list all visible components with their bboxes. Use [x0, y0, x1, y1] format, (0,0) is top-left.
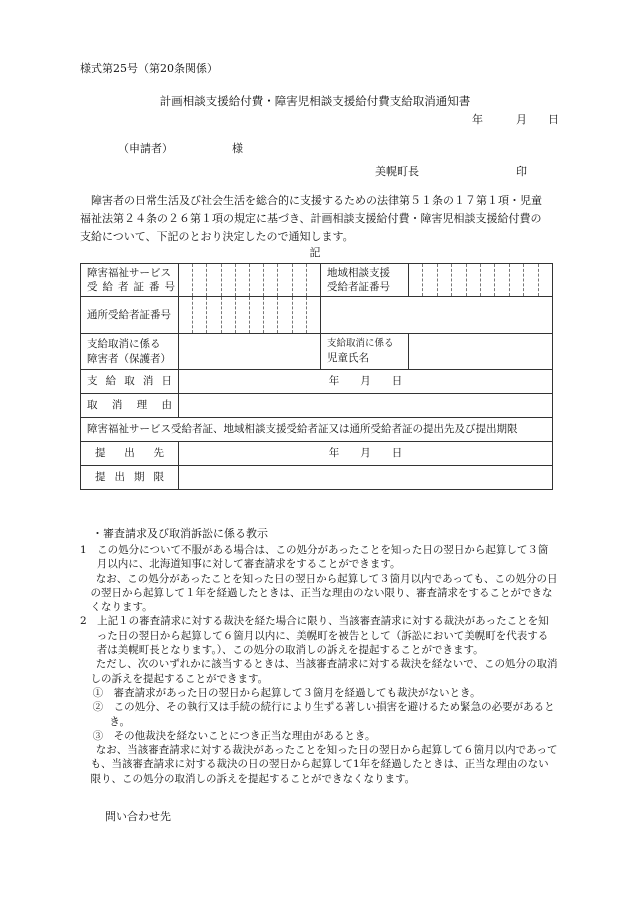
decision-table: [80, 263, 553, 490]
guardian-name-field[interactable]: [179, 334, 321, 370]
row-submission-deadline: [81, 466, 553, 490]
date-year: 年: [472, 113, 484, 126]
notice-sub-3: ③ その他裁決を経ないことにつき正当な理由があるとき。: [92, 729, 376, 742]
row-revocation-date: [81, 370, 553, 394]
notice-item-1: 1 この処分について不服がある場合は、この処分があったことを知った日の翌日から起算して３箇月以内に、北海道知事に対して審査請求をすることができます。: [80, 544, 549, 571]
notice-item-1-note: なお、この処分があったことを知った日の翌日から起算して３箇月以内であっても、この処分の日の翌日から起算して１年を経過したときは、正当な理由のない限り、審査請求をすることができなくなります。: [90, 572, 558, 614]
submission-destination-label: 提出先: [81, 442, 179, 466]
row-names: [81, 334, 553, 370]
child-name-field[interactable]: [409, 334, 553, 370]
guardian-label: [81, 334, 179, 370]
form-number: 様式第25号（第20条関係）: [80, 62, 218, 75]
applicant-label: （申請者）: [118, 142, 173, 155]
regional-cert-label: [321, 264, 409, 297]
notice-body: [80, 543, 558, 786]
seal-mark: 印: [516, 165, 527, 178]
regional-cert-label-1: 地域相談支援: [327, 266, 390, 279]
regional-cert-label-2: 受給者証番号: [327, 281, 390, 293]
notice-sub-2: ② この処分、その執行又は手続の続行により生ずる著しい損害を避けるため緊急の必要があるとき。: [92, 701, 555, 728]
child-name-label: [321, 334, 409, 370]
regional-cert-number-cells[interactable]: [409, 264, 553, 297]
notice-sub-1: ① 審査請求があった日の翌日から起算して３箇月を経過しても裁決がないとき。: [92, 686, 481, 699]
applicant-honorific: 様: [232, 142, 243, 155]
guardian-label-2: 障害者（保護者）: [87, 352, 171, 365]
notice-item-2: 2 上記１の審査請求に対する裁決を経た場合に限り、当該審査請求に対する裁決があったことを知った日の翌日から起算して６箇月以内に、美幌町を被告として（訴訟において美幌町を代表する者は美幌町長となります。）、この処分の取消しの訴えを提起することができます。: [80, 615, 549, 657]
welfare-cert-number-cells[interactable]: [179, 264, 321, 297]
issuer-name: 美幌町長: [375, 165, 419, 178]
row-revocation-reason: [81, 394, 553, 418]
row2-blank: [321, 297, 553, 334]
submission-destination-field[interactable]: 年 月 日: [179, 442, 553, 466]
date-month: 月: [516, 113, 528, 126]
submission-deadline-field[interactable]: [179, 466, 553, 490]
revocation-reason-field[interactable]: [179, 394, 553, 418]
row-submission-destination: [81, 442, 553, 466]
row-submission-header: [81, 418, 553, 442]
ki-label: 記: [309, 246, 321, 259]
welfare-cert-label: [81, 264, 179, 297]
welfare-cert-label-1: 障害福祉サービス: [87, 266, 171, 279]
contact-label: 問い合わせ先: [105, 810, 171, 823]
issue-date: [472, 113, 560, 128]
day-care-cert-label: 通所受給者証番号: [81, 297, 179, 334]
date-day: 日: [548, 113, 560, 126]
guardian-label-1: 支給取消に係る: [87, 338, 161, 351]
notice-heading: ・審査請求及び取消訴訟に係る教示: [92, 527, 268, 540]
revocation-reason-label: 取消理由: [81, 394, 179, 418]
notice-item-2-note: ただし、次のいずれかに該当するときは、当該審査請求に対する裁決を経ないで、この処分の取消しの訴えを提起することができます。: [90, 658, 558, 685]
revocation-date-field[interactable]: 年 月 日: [179, 370, 553, 394]
submission-header: 障害福祉サービス受給者証、地域相談支援受給者証又は通所受給者証の提出先及び提出期限: [81, 418, 553, 442]
row-day-care-cert: [81, 297, 553, 334]
day-care-cert-number-cells[interactable]: [179, 297, 321, 334]
child-name-label-1: 支給取消に係る: [327, 338, 394, 349]
revocation-date-label: 支給取消日: [81, 370, 179, 394]
welfare-cert-label-2: 受給者証番号: [87, 281, 175, 293]
intro-paragraph: 障害者の日常生活及び社会生活を総合的に支援するための法律第５１条の１７第１項・児童福祉法第２４条の２６第１項の規定に基づき、計画相談支援給付費・障害児相談支援給付費の支給について、下記のとおり決定したので通知します。: [80, 194, 542, 243]
notice-item-2-note-2: なお、当該審査請求に対する裁決があったことを知った日の翌日から起算して６箇月以内であっても、当該審査請求に対する裁決の日の翌日から起算して1年を経過したときは、正当な理由のない限り、この処分の取消しの訴えを提起することができなくなります。: [90, 744, 558, 785]
child-name-label-2: 児童氏名: [327, 351, 369, 364]
submission-deadline-label: 提出期限: [81, 466, 179, 490]
document-title: 計画相談支援給付費・障害児相談支援給付費支給取消通知書: [159, 94, 471, 108]
row-certificate-numbers: [81, 264, 553, 297]
